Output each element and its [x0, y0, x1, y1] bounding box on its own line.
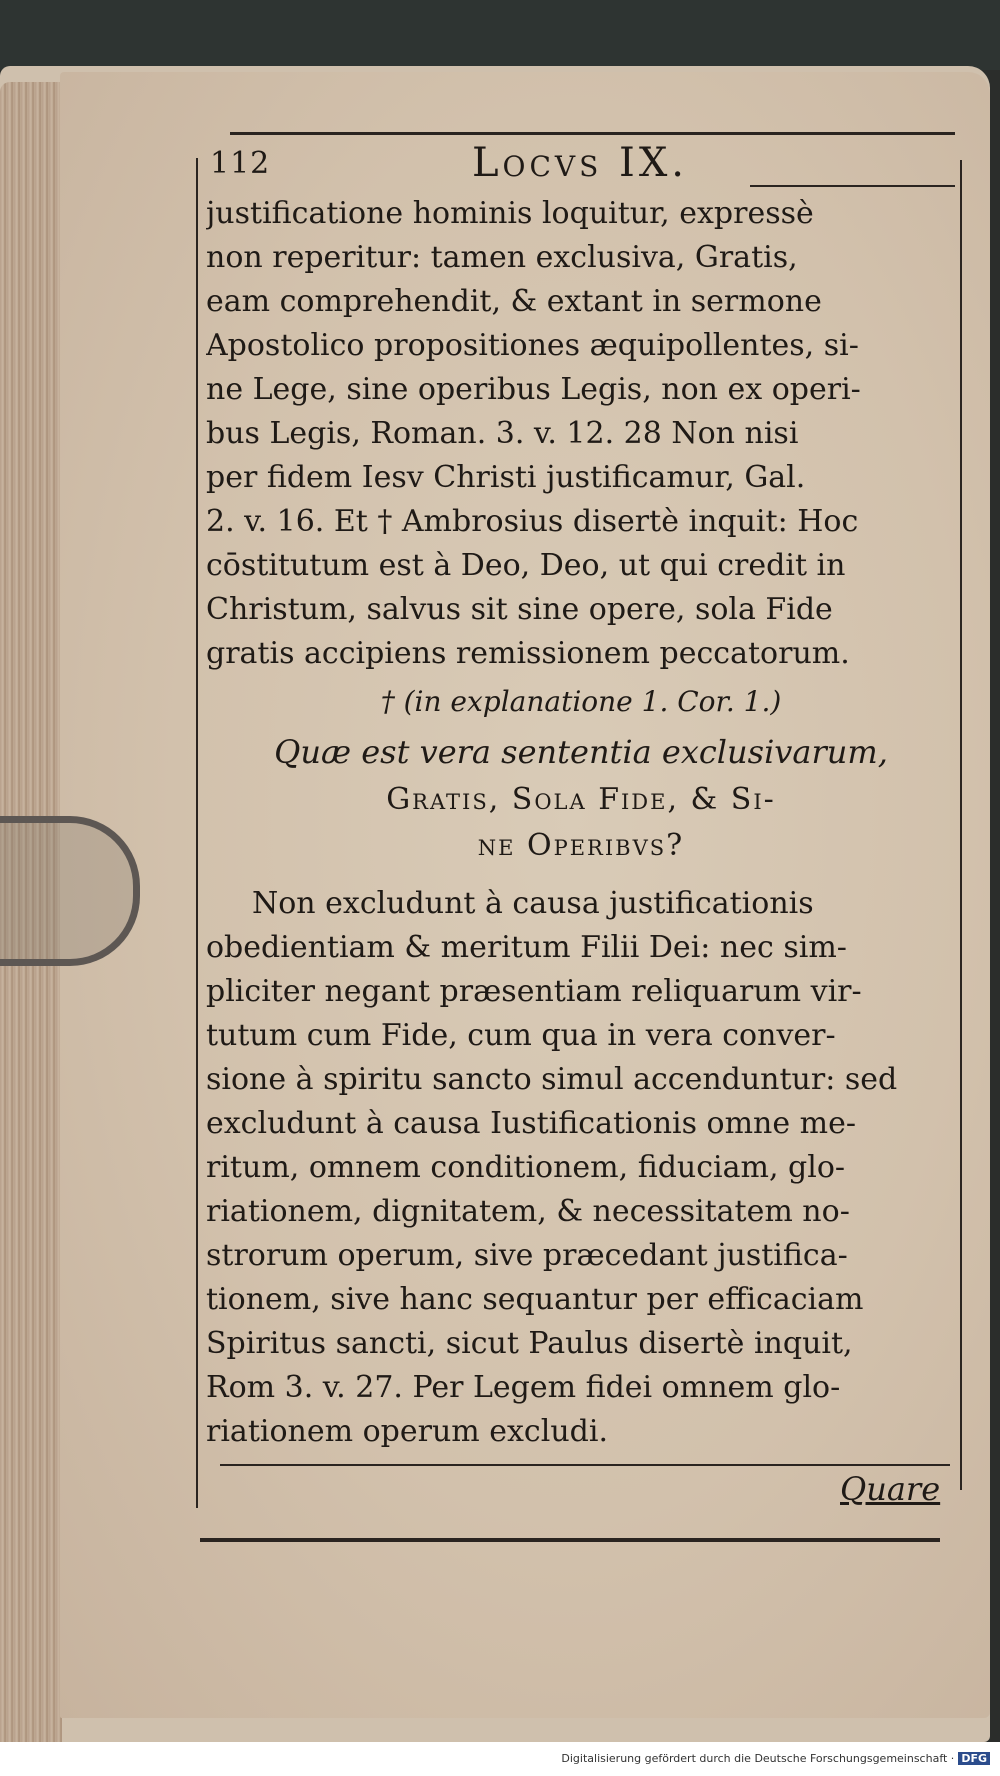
- footer-rule: [200, 1538, 940, 1542]
- body-line: Christum, salvus sit sine opere, sola Fide: [206, 592, 833, 627]
- answer-line: excludunt à causa Iustificationis omne me-: [206, 1106, 857, 1141]
- text-block: [200, 130, 960, 1510]
- answer-line: riationem, dignitatem, & necessitatem no-: [206, 1194, 850, 1229]
- answer-line: sione à spiritu sancto simul accenduntur: sed: [206, 1062, 898, 1097]
- credit-text: Digitalisierung gefördert durch die Deutsche Forschungsgemeinschaft ·: [561, 1752, 955, 1765]
- footnote: † (in explanatione 1. Cor. 1.): [380, 685, 782, 718]
- answer-line: Rom 3. v. 27. Per Legem fidei omnem glo-: [206, 1370, 841, 1405]
- body-line: 2. v. 16. Et † Ambrosius disertè inquit: Hoc: [206, 504, 859, 539]
- right-margin-rule: [960, 160, 962, 1490]
- body-line: ne Lege, sine operibus Legis, non ex operi-: [206, 372, 861, 407]
- body-line: per fidem Iesv Christi justificamur, Gal.: [206, 460, 806, 495]
- page-header: [210, 138, 950, 190]
- header-short-rule: [750, 185, 955, 187]
- body-line: cōstitutum est à Deo, Deo, ut qui credit in: [206, 548, 846, 583]
- answer-line: tutum cum Fide, cum qua in vera conver-: [206, 1018, 836, 1053]
- body-line: non reperitur: tamen exclusiva, Gratis,: [206, 240, 798, 275]
- header-rule: [230, 132, 955, 135]
- body-line: eam comprehendit, & extant in sermone: [206, 284, 822, 319]
- body-line: Apostolico propositiones æquipollentes, si-: [206, 328, 859, 363]
- page-clip: [0, 816, 140, 966]
- answer-line: Non excludunt à causa justificationis: [252, 886, 814, 921]
- answer-line: ritum, omnem conditionem, fiduciam, glo-: [206, 1150, 846, 1185]
- question-line: Quæ est vera sententia exclusivarum,: [274, 733, 888, 771]
- digitization-credit: [561, 1752, 990, 1765]
- answer-line: obedientiam & meritum Filii Dei: nec sim-: [206, 930, 847, 965]
- lower-rule: [220, 1464, 950, 1466]
- dfg-logo: DFG: [958, 1752, 990, 1765]
- running-head: Locvs IX.: [471, 140, 689, 186]
- body-line: justificatione hominis loquitur, expressè: [206, 196, 814, 231]
- body-line: bus Legis, Roman. 3. v. 12. 28 Non nisi: [206, 416, 799, 451]
- page-number: 112: [210, 146, 271, 181]
- question-line: Gratis, Sola Fide, & Si-: [386, 782, 776, 817]
- answer-line: strorum operum, sive præcedant justifica-: [206, 1238, 848, 1273]
- answer-line: Spiritus sancti, sicut Paulus disertè inquit,: [206, 1326, 853, 1361]
- answer-line: pliciter negant præsentiam reliquarum vir-: [206, 974, 862, 1009]
- answer-line: riationem operum excludi.: [206, 1414, 608, 1449]
- answer-line: tionem, sive hanc sequantur per efficaciam: [206, 1282, 864, 1317]
- scan-background-top: [0, 0, 1000, 70]
- catchword: Quare: [840, 1470, 941, 1508]
- question-line: ne Operibvs?: [477, 828, 685, 863]
- body-line: gratis accipiens remissionem peccatorum.: [206, 636, 850, 671]
- left-margin-rule: [196, 158, 198, 1508]
